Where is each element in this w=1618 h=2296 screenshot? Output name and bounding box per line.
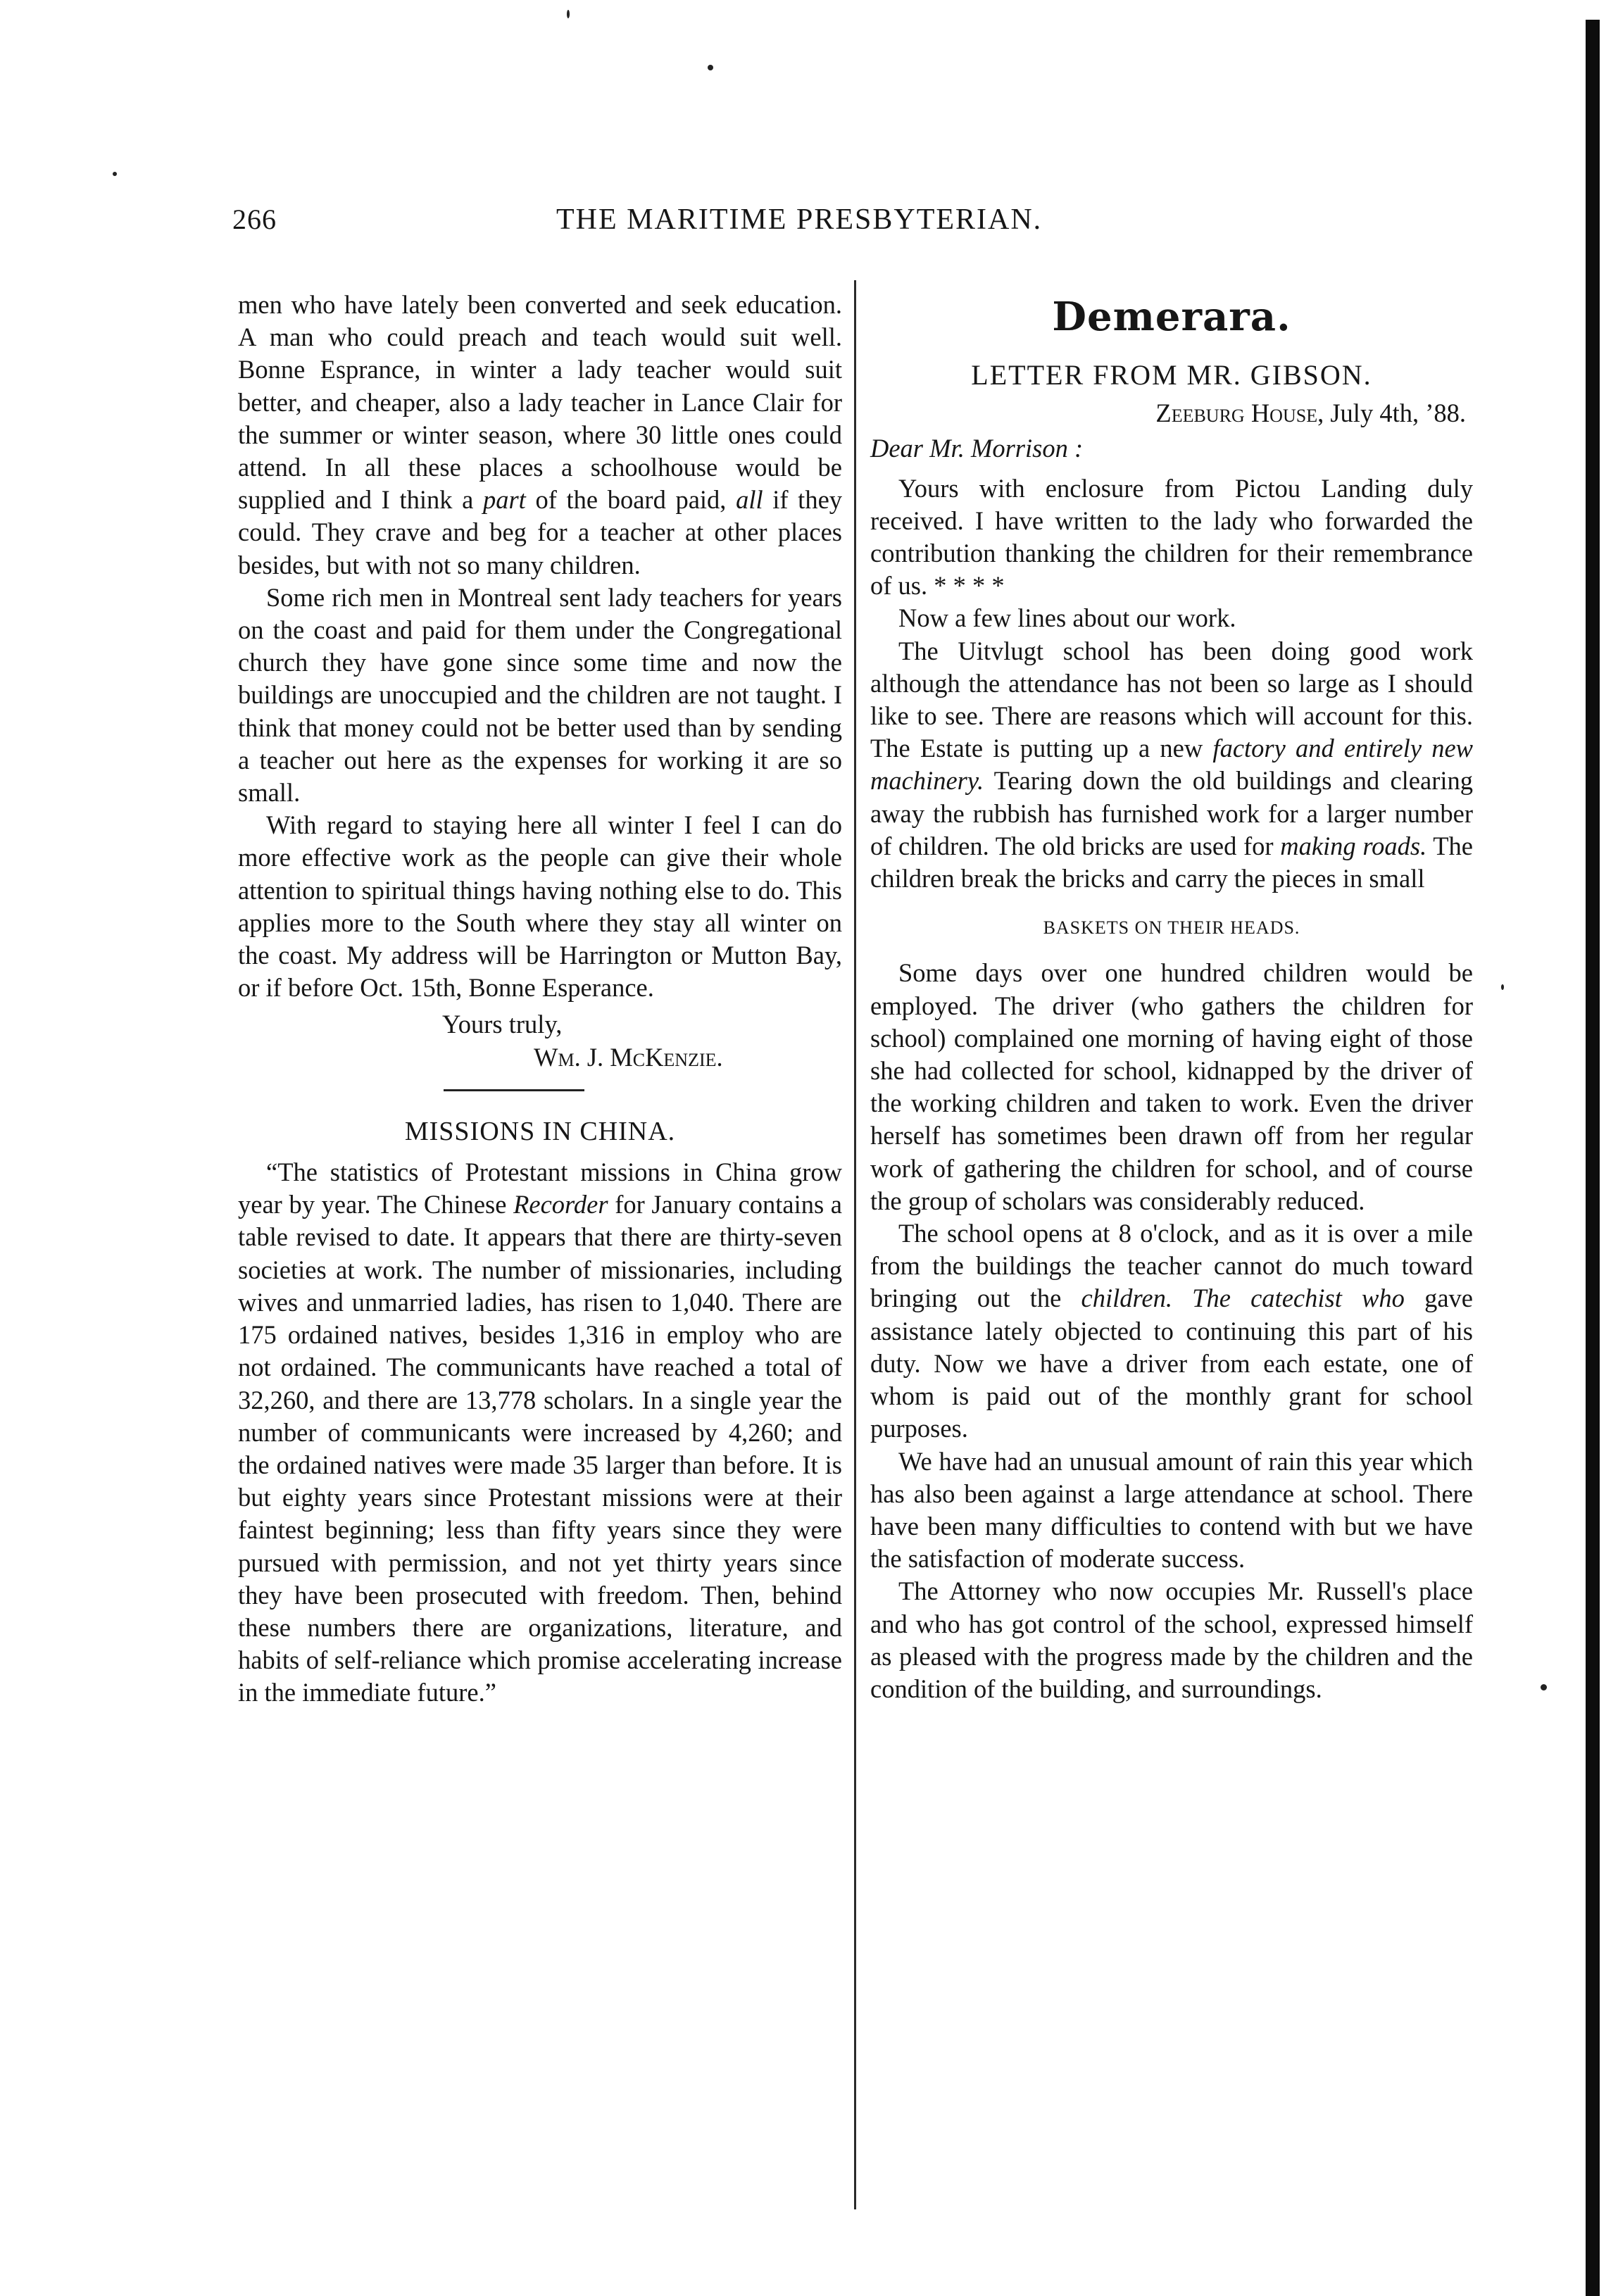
gibson-paragraph-4: Some days over one hundred children would be employed. The driver (who gathers the children for school) complained one morning of having eight of those she had collected for school, kidnapped by the driver of the working children and taken to work. Even the driver herself has sometimes been drawn off from her regular work of gathering the children for school, and of course the group of scholars was considerably reduced. — [870, 958, 1473, 1215]
gibson-paragraph-2: Now a few lines about our work. — [898, 603, 1236, 633]
ink-speck — [708, 65, 713, 70]
page-header — [232, 203, 1486, 245]
gibson-paragraph-3: The Uitvlugt school has been doing good work although the attendance has not been so large as I should like to see. There are reasons which will account for this. The Estate is putting up a new factory and entirely new machinery. Tearing down the old buildings and clearing away the rubbish has furnished work for a larger number of children. The old bricks are used for making roads. The children break the bricks and carry the pieces in small — [870, 636, 1474, 893]
gibson-paragraph-6: We have had an unusual amount of rain this year which has also been against a large attendance at school. There have been many difficulties to contend with but we have the satisfaction of moderate success. — [870, 1446, 1473, 1574]
ink-speck — [1501, 984, 1504, 990]
gibson-paragraph-5: The school opens at 8 o'clock, and as it is over a mile from the buildings the teacher cannot do much toward bringing out the children. The catechist who gave assistance lately objected to continuing this part of his duty. Now we have a driver from each estate, one of whom is paid out of the monthly grant for school purposes. — [870, 1219, 1474, 1443]
column-divider — [854, 280, 856, 2209]
scan-edge-bar — [1586, 20, 1600, 2296]
ink-speck — [1541, 1684, 1547, 1690]
mckenzie-paragraph-3: With regard to staying here all winter I feel I can do more effective work as the people can give their whole attention to spiritual things having nothing else to do. This applies more to the South where they stay all winter on the coast. My address will be Harrington or Mutton Bay, or if before Oct. 15th, Bonne Esperance. — [238, 810, 842, 1003]
demerara-title: Demerara. — [1052, 294, 1291, 340]
signoff-closing: Yours truly, — [442, 1010, 563, 1039]
salutation: Dear Mr. Morrison : — [870, 434, 1084, 463]
signoff-name: Wm. J. McKenzie. — [534, 1042, 723, 1072]
page-number: 266 — [232, 203, 277, 235]
china-paragraph: “The statistics of Protestant missions in China grow year by year. The Chinese Recorder for January contains a table revised to date. It appears that there are thirty-seven societies at work. The number of missionaries, including wives and unmarried ladies, has risen to 1,040. There are 175 ordained natives, besides 1,316 in employ who are not ordained. The communicants have reached a total of 32,260, and there are 13,778 scholars. In a single year the number of communicants were increased by 4,260; and the ordained natives were made 35 larger than before. It is but eighty years since Protestant missions were at their faintest beginning; less than fifty years since they were pursued with permission, and not yet thirty years since they have been prosecuted with freedom. Then, behind these numbers there are organizations, literature, and habits of self-reliance which promise accelerating increase in the immediate future.” — [238, 1158, 843, 1707]
missions-in-china-heading: MISSIONS IN CHINA. — [404, 1116, 676, 1146]
letter-dateline: Zeeburg House, July 4th, ’88. — [1155, 399, 1466, 428]
letter-title: LETTER FROM MR. GIBSON. — [971, 359, 1372, 391]
gibson-paragraph-1: Yours with enclosure from Pictou Landing duly received. I have written to the lady who forwarded the contribution thanking the children for their remembrance of us. * * * * — [870, 473, 1473, 601]
ink-speck — [113, 172, 117, 176]
right-column — [870, 289, 1473, 1705]
running-title: THE MARITIME PRESBYTERIAN. — [556, 203, 1043, 236]
letter-signoff — [238, 1008, 842, 1073]
left-column — [238, 289, 842, 1710]
section-separator — [444, 1089, 584, 1091]
baskets-subheading: BASKETS ON THEIR HEADS. — [1043, 917, 1300, 939]
gibson-paragraph-7: The Attorney who now occupies Mr. Russell's place and who has got control of the school, expressed himself as pleased with the progress made by the children and the condition of the building, and surroundings. — [870, 1576, 1473, 1703]
mckenzie-paragraph-1: men who have lately been converted and seek education. A man who could preach and teach would suit well. Bonne Esprance, in winter a lady teacher would suit better, and cheaper, also a lady teacher in Lance Clair for the summer or winter season, where 30 little ones could attend. In all these places a schoolhouse would be supplied and I think a part of the board paid, all if they could. They crave and beg for a teacher at other places besides, but with not so many children. — [238, 290, 843, 579]
mckenzie-paragraph-2: Some rich men in Montreal sent lady teachers for years on the coast and paid for them under the Congregational church they have gone since some time and now the buildings are unoccupied and the children are not taught. I think that money could not be better used than by sending a teacher out here as the expenses for working it are so small. — [238, 582, 842, 808]
ink-speck — [567, 10, 570, 18]
